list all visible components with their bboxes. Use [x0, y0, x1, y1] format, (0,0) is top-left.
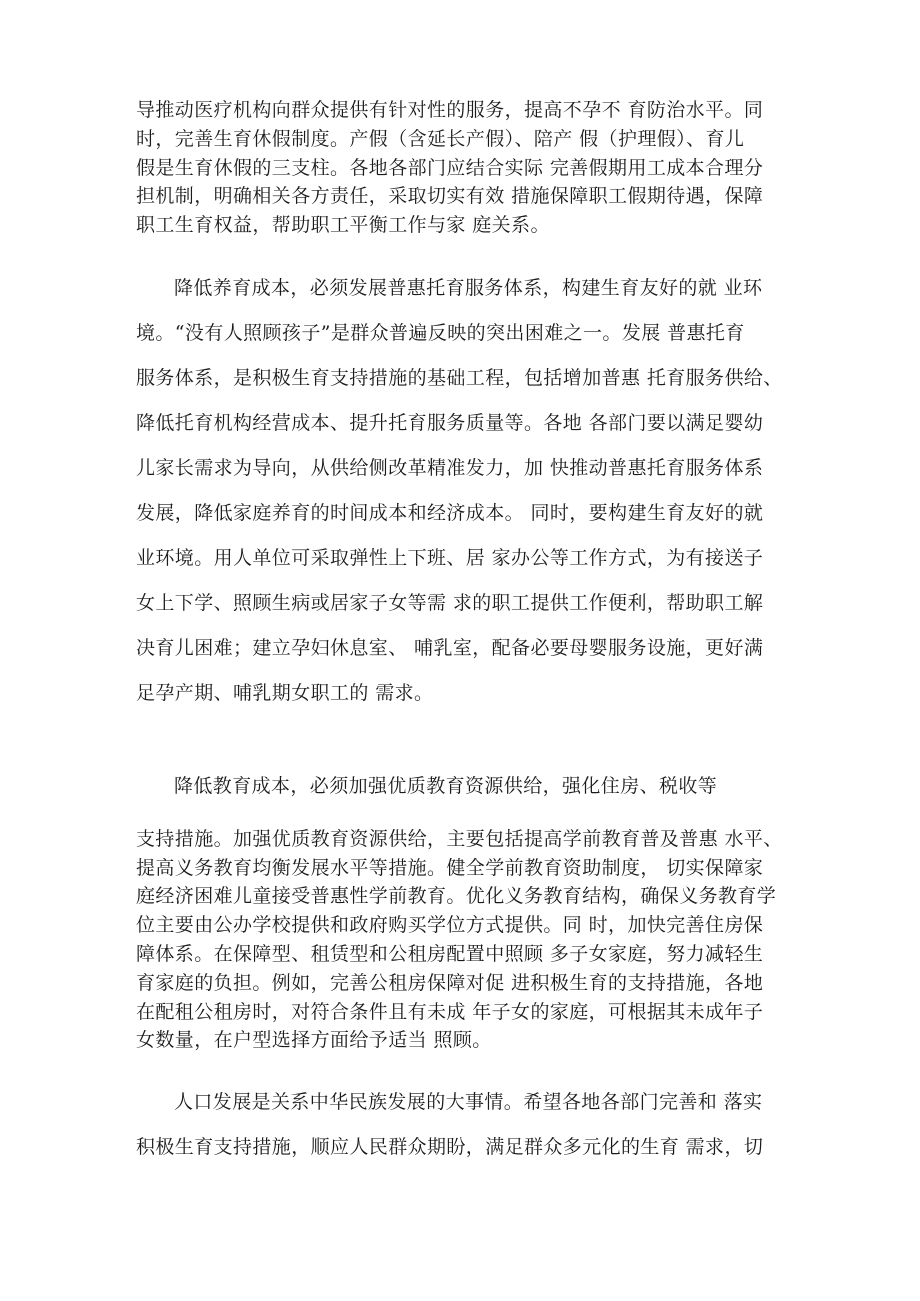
text-line: 决育儿困难；建立孕妇休息室、 哺乳室，配备必要母婴服务设施，更好满	[136, 637, 764, 659]
text-line: 人口发展是关系中华民族发展的大事情。希望各地各部门完善和 落实	[174, 1091, 763, 1113]
text-line: 庭经济困难儿童接受普惠性学前教育。优化义务教育结构，确保义务教育学	[136, 885, 777, 907]
text-line: 女上下学、照顾生病或居家子女等需 求的职工提供工作便利，帮助职工解	[136, 592, 764, 614]
text-line: 女数量，在户型选择方面给予适当 照顾。	[136, 1029, 492, 1051]
text-line: 位主要由公办学校提供和政府购买学位方式提供。同 时，加快完善住房保	[136, 914, 764, 936]
text-line: 发展，降低家庭养育的时间成本和经济成本。 同时，要构建生育友好的就	[136, 502, 764, 524]
text-line: 境。“没有人照顾孩子”是群众普遍反映的突出困难之一。发展 普惠托育	[136, 322, 745, 344]
text-line: 时，完善生育休假制度。产假（含延长产假）、陪产 假（护理假）、育儿	[136, 128, 745, 150]
text-line: 降低托育机构经营成本、提升托育服务质量等。各地 各部门要以满足婴幼	[136, 412, 764, 434]
text-line: 担机制，明确相关各方责任，采取切实有效 措施保障职工假期待遇，保障	[136, 185, 764, 207]
text-line: 降低养育成本，必须发展普惠托育服务体系，构建生育友好的就 业环	[174, 277, 763, 299]
text-line: 足孕产期、哺乳期女职工的 需求。	[136, 682, 434, 704]
text-line: 育家庭的负担。例如，完善公租房保障对促 进积极生育的支持措施，各地	[136, 972, 764, 994]
text-line: 导推动医疗机构向群众提供有针对性的服务，提高不孕不 育防治水平。同	[136, 99, 764, 121]
text-line: 支持措施。加强优质教育资源供给，主要包括提高学前教育普及普惠 水平、	[136, 828, 783, 850]
text-line: 儿家长需求为导向，从供给侧改革精准发力，加 快推动普惠托育服务体系	[136, 457, 764, 479]
text-line: 提高义务教育均衡发展水平等措施。健全学前教育资助制度， 切实保障家	[136, 857, 764, 879]
text-line: 职工生育权益，帮助职工平衡工作与家 庭关系。	[136, 214, 550, 236]
text-line: 降低教育成本，必须加强优质教育资源供给，强化住房、税收等	[174, 775, 718, 797]
text-line: 业环境。用人单位可采取弹性上下班、居 家办公等工作方式，为有接送子	[136, 547, 764, 569]
text-line: 障体系。在保障型、租赁型和公租房配置中照顾 多子女家庭，努力减轻生	[136, 943, 764, 965]
text-line: 积极生育支持措施，顺应人民群众期盼，满足群众多元化的生育 需求，切	[136, 1136, 764, 1158]
text-line: 在配租公租房时，对符合条件且有未成 年子女的家庭，可根据其未成年子	[136, 1001, 764, 1023]
text-line: 假是生育休假的三支柱。各地各部门应结合实际 完善假期用工成本合理分	[136, 157, 764, 179]
text-line: 服务体系，是积极生育支持措施的基础工程，包括增加普惠 托育服务供给、	[136, 367, 783, 389]
